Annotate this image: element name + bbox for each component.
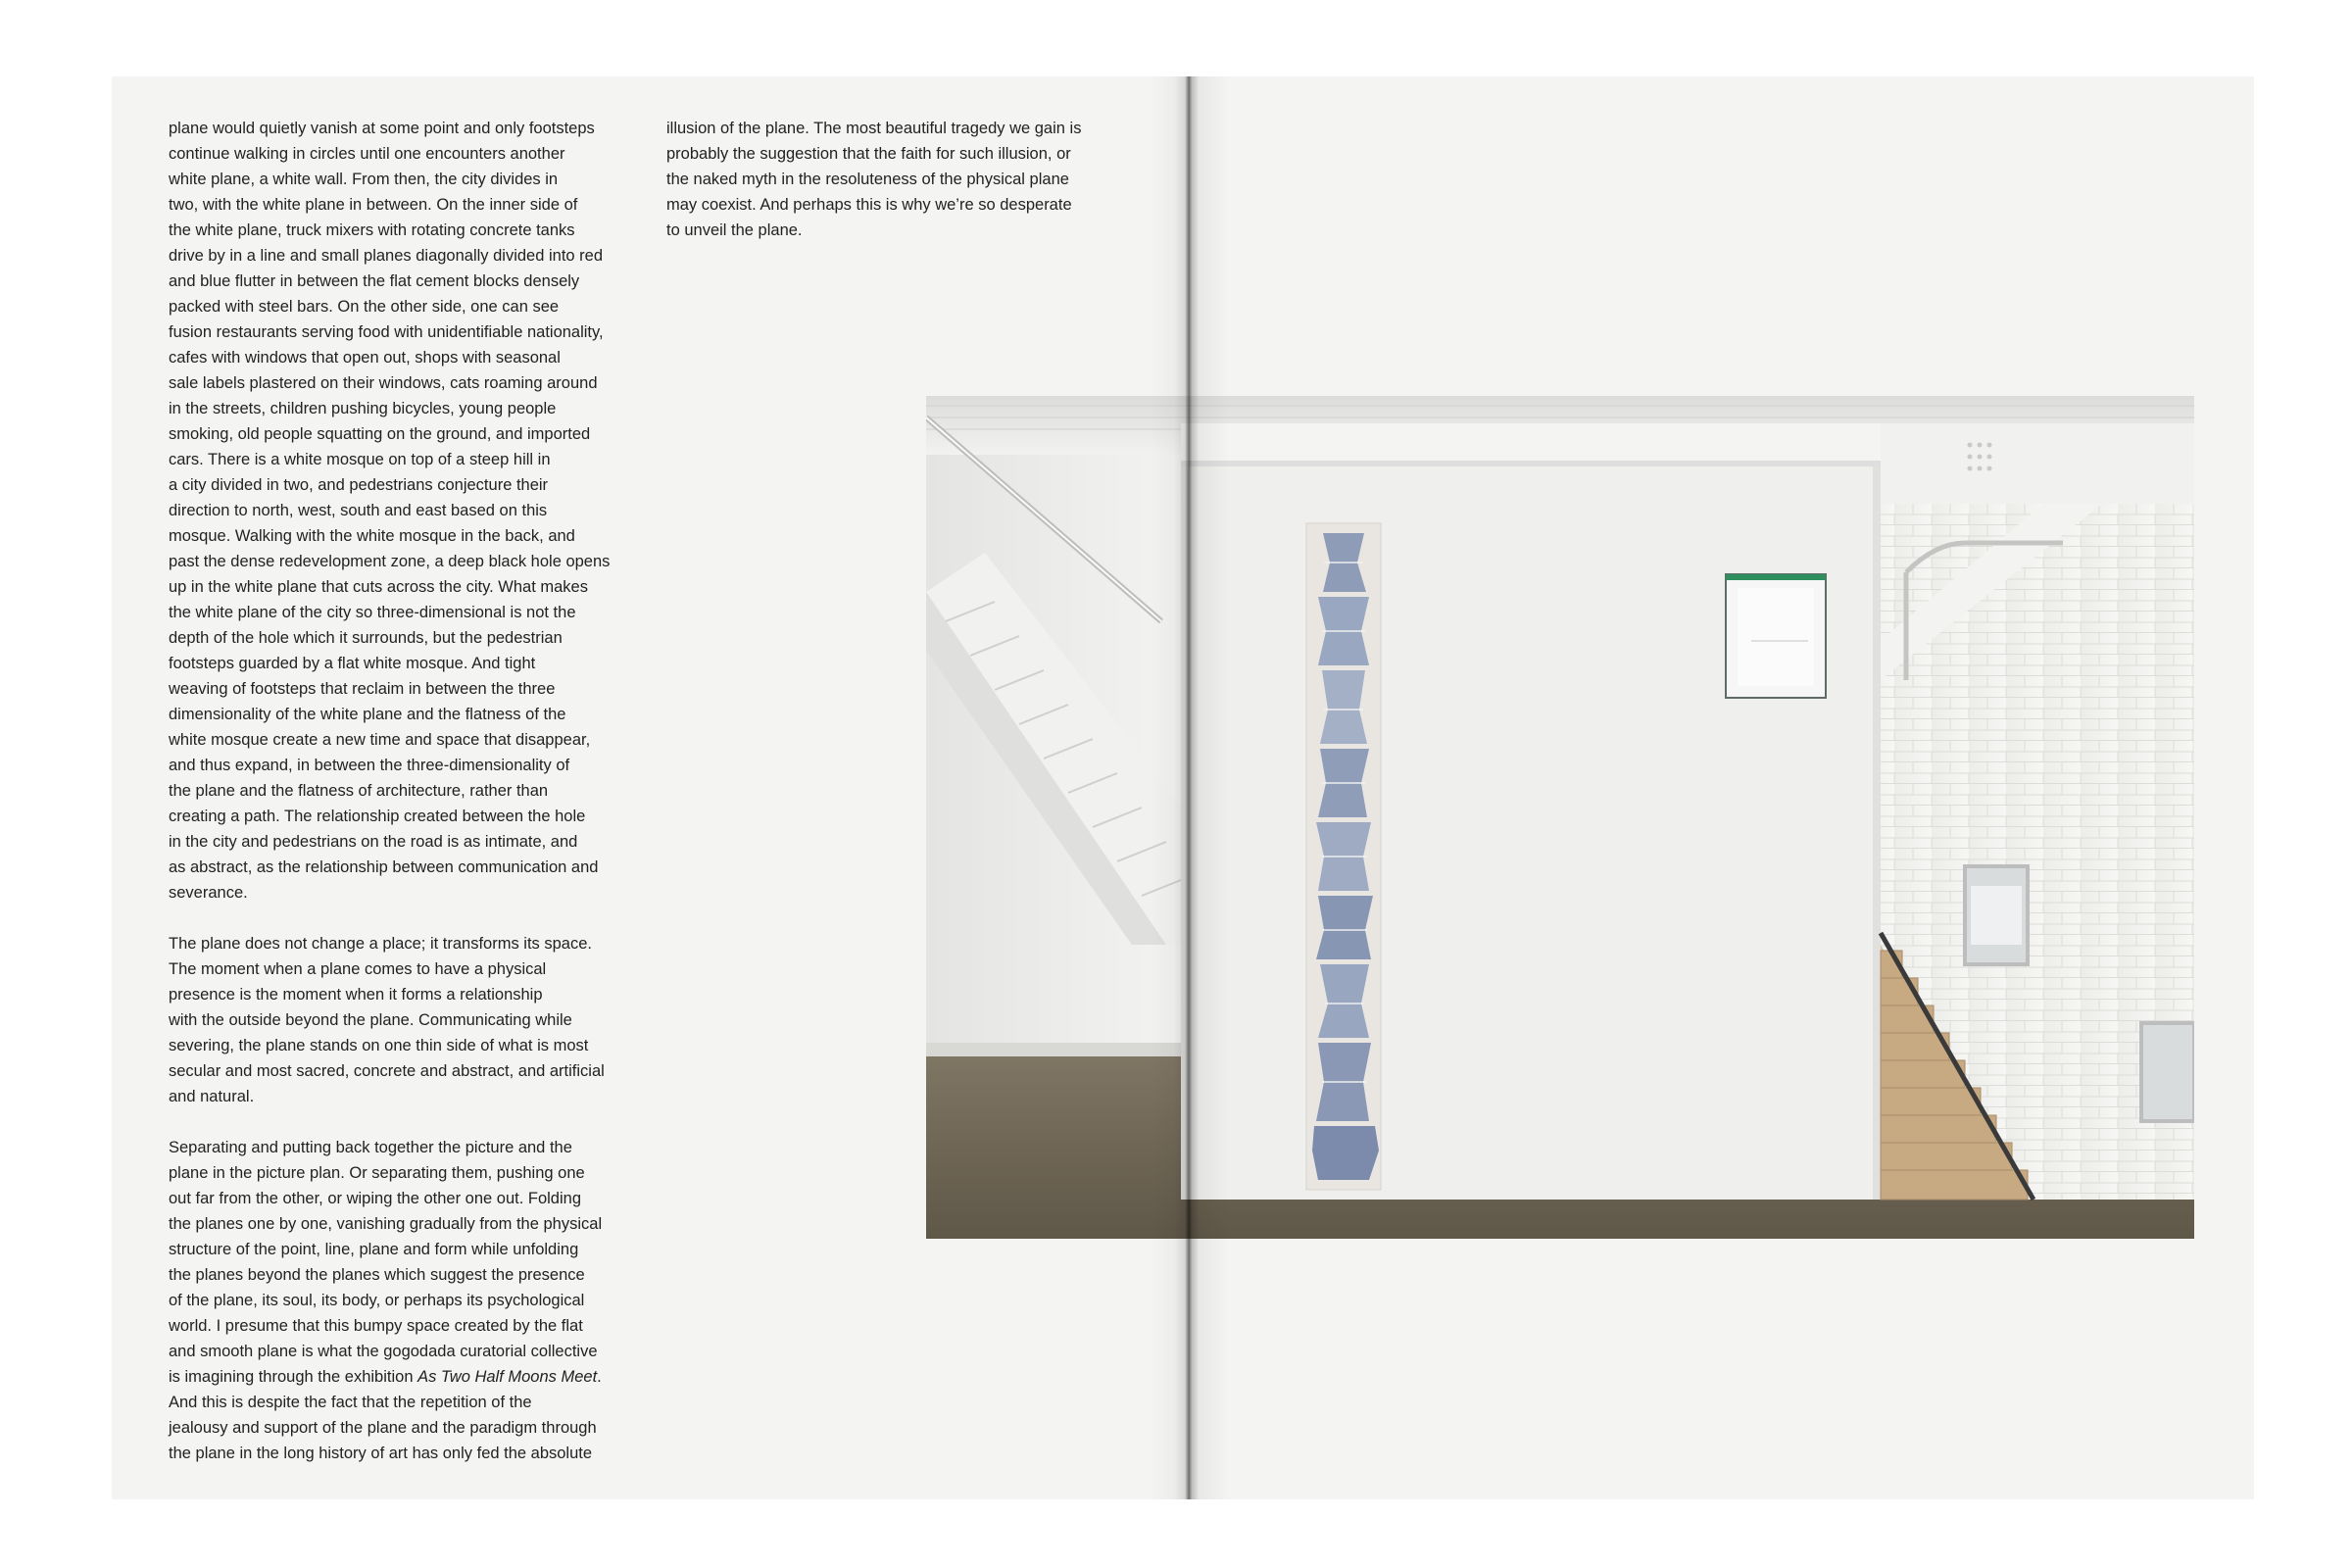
body-paragraph: illusion of the plane. The most beautiful tragedy we gain is probably the suggestion that the faith for such illusion, or the naked myth in the resoluteness of the physical plane may coexist. And perhaps this is why we’re so desperate to unveil the plane. [666,120,1082,239]
body-paragraph [169,1135,659,1466]
text-column-2 [666,116,1137,269]
body-text: Separating and putting back together the picture and the plane in the picture plan. Or separating them, pushing one out far from the other, or wiping the other one out. Folding the planes one by one, vanishing gradually from the physical structure of the point, line, plane and form while unfolding the planes beyond the planes which suggest the presence of the plane, its soul, its body, or perhaps its psychological world. I presume that this bumpy space created by the flat and smooth plane is what the gogodada curatorial collective is imagining through the exhibition [169,1139,603,1386]
text-column-1 [169,116,659,1492]
exhibition-title: As Two Half Moons Meet [417,1368,598,1386]
body-paragraph: The plane does not change a place; it transforms its space. The moment when a plane comes to have a physical presence is the moment when it forms a relationship with the outside beyond the plane. Communicating while severing, the plane stands on one thin side of what is most secular and most sacred, concrete and abstract, and artificial and natural. [169,935,605,1105]
gallery-interior-illustration [926,396,2194,1239]
body-text: . And this is despite the fact that the repetition of the jealousy and support of the plane and the paradigm through the plane in the long history of art has only fed the absolute [169,1368,602,1462]
magazine-spread [112,76,2254,1499]
exhibition-photo [926,396,2194,1239]
brick-wall-window [2141,1023,2194,1121]
body-paragraph: plane would quietly vanish at some point and only footsteps continue walking in circles until one encounters another white plane, a white wall. From then, the city divides in two, with the white plane in between. On the inner side of the white plane, truck mixers with rotating concrete tanks drive by in a line and small planes diagonally divided into red and blue flutter in between the flat cement blocks densely packed with steel bars. On the other side, one can see fusion restaurants serving food with unidentifiable nationality, cafes with windows that open out, shops with seasonal sale labels plastered on their windows, cats roaming around in the streets, children pushing bicycles, young people smoking, old people squatting on the ground, and imported cars. There is a white mosque on top of a steep hill in a city divided in two, and pedestrians conjecture their direction to north, west, south and east based on this mosque. Walking with the white mosque in the back, and past the dense redevelopment zone, a deep black hole opens up in the white plane that cuts across the city. What makes the white plane of the city so three-dimensional is not the depth of the hole which it surrounds, but the pedestrian footsteps guarded by a flat white mosque. And tight weaving of footsteps that reclaim in between the three dimensionality of the white plane and the flatness of the white mosque create a new time and space that disappear, and thus expand, in between the three-dimensionality of the plane and the flatness of architecture, rather than creating a path. The relationship created between the hole in the city and pedestrians on the road is as intimate, and as abstract, as the relationship between communication and severance. [169,120,611,902]
